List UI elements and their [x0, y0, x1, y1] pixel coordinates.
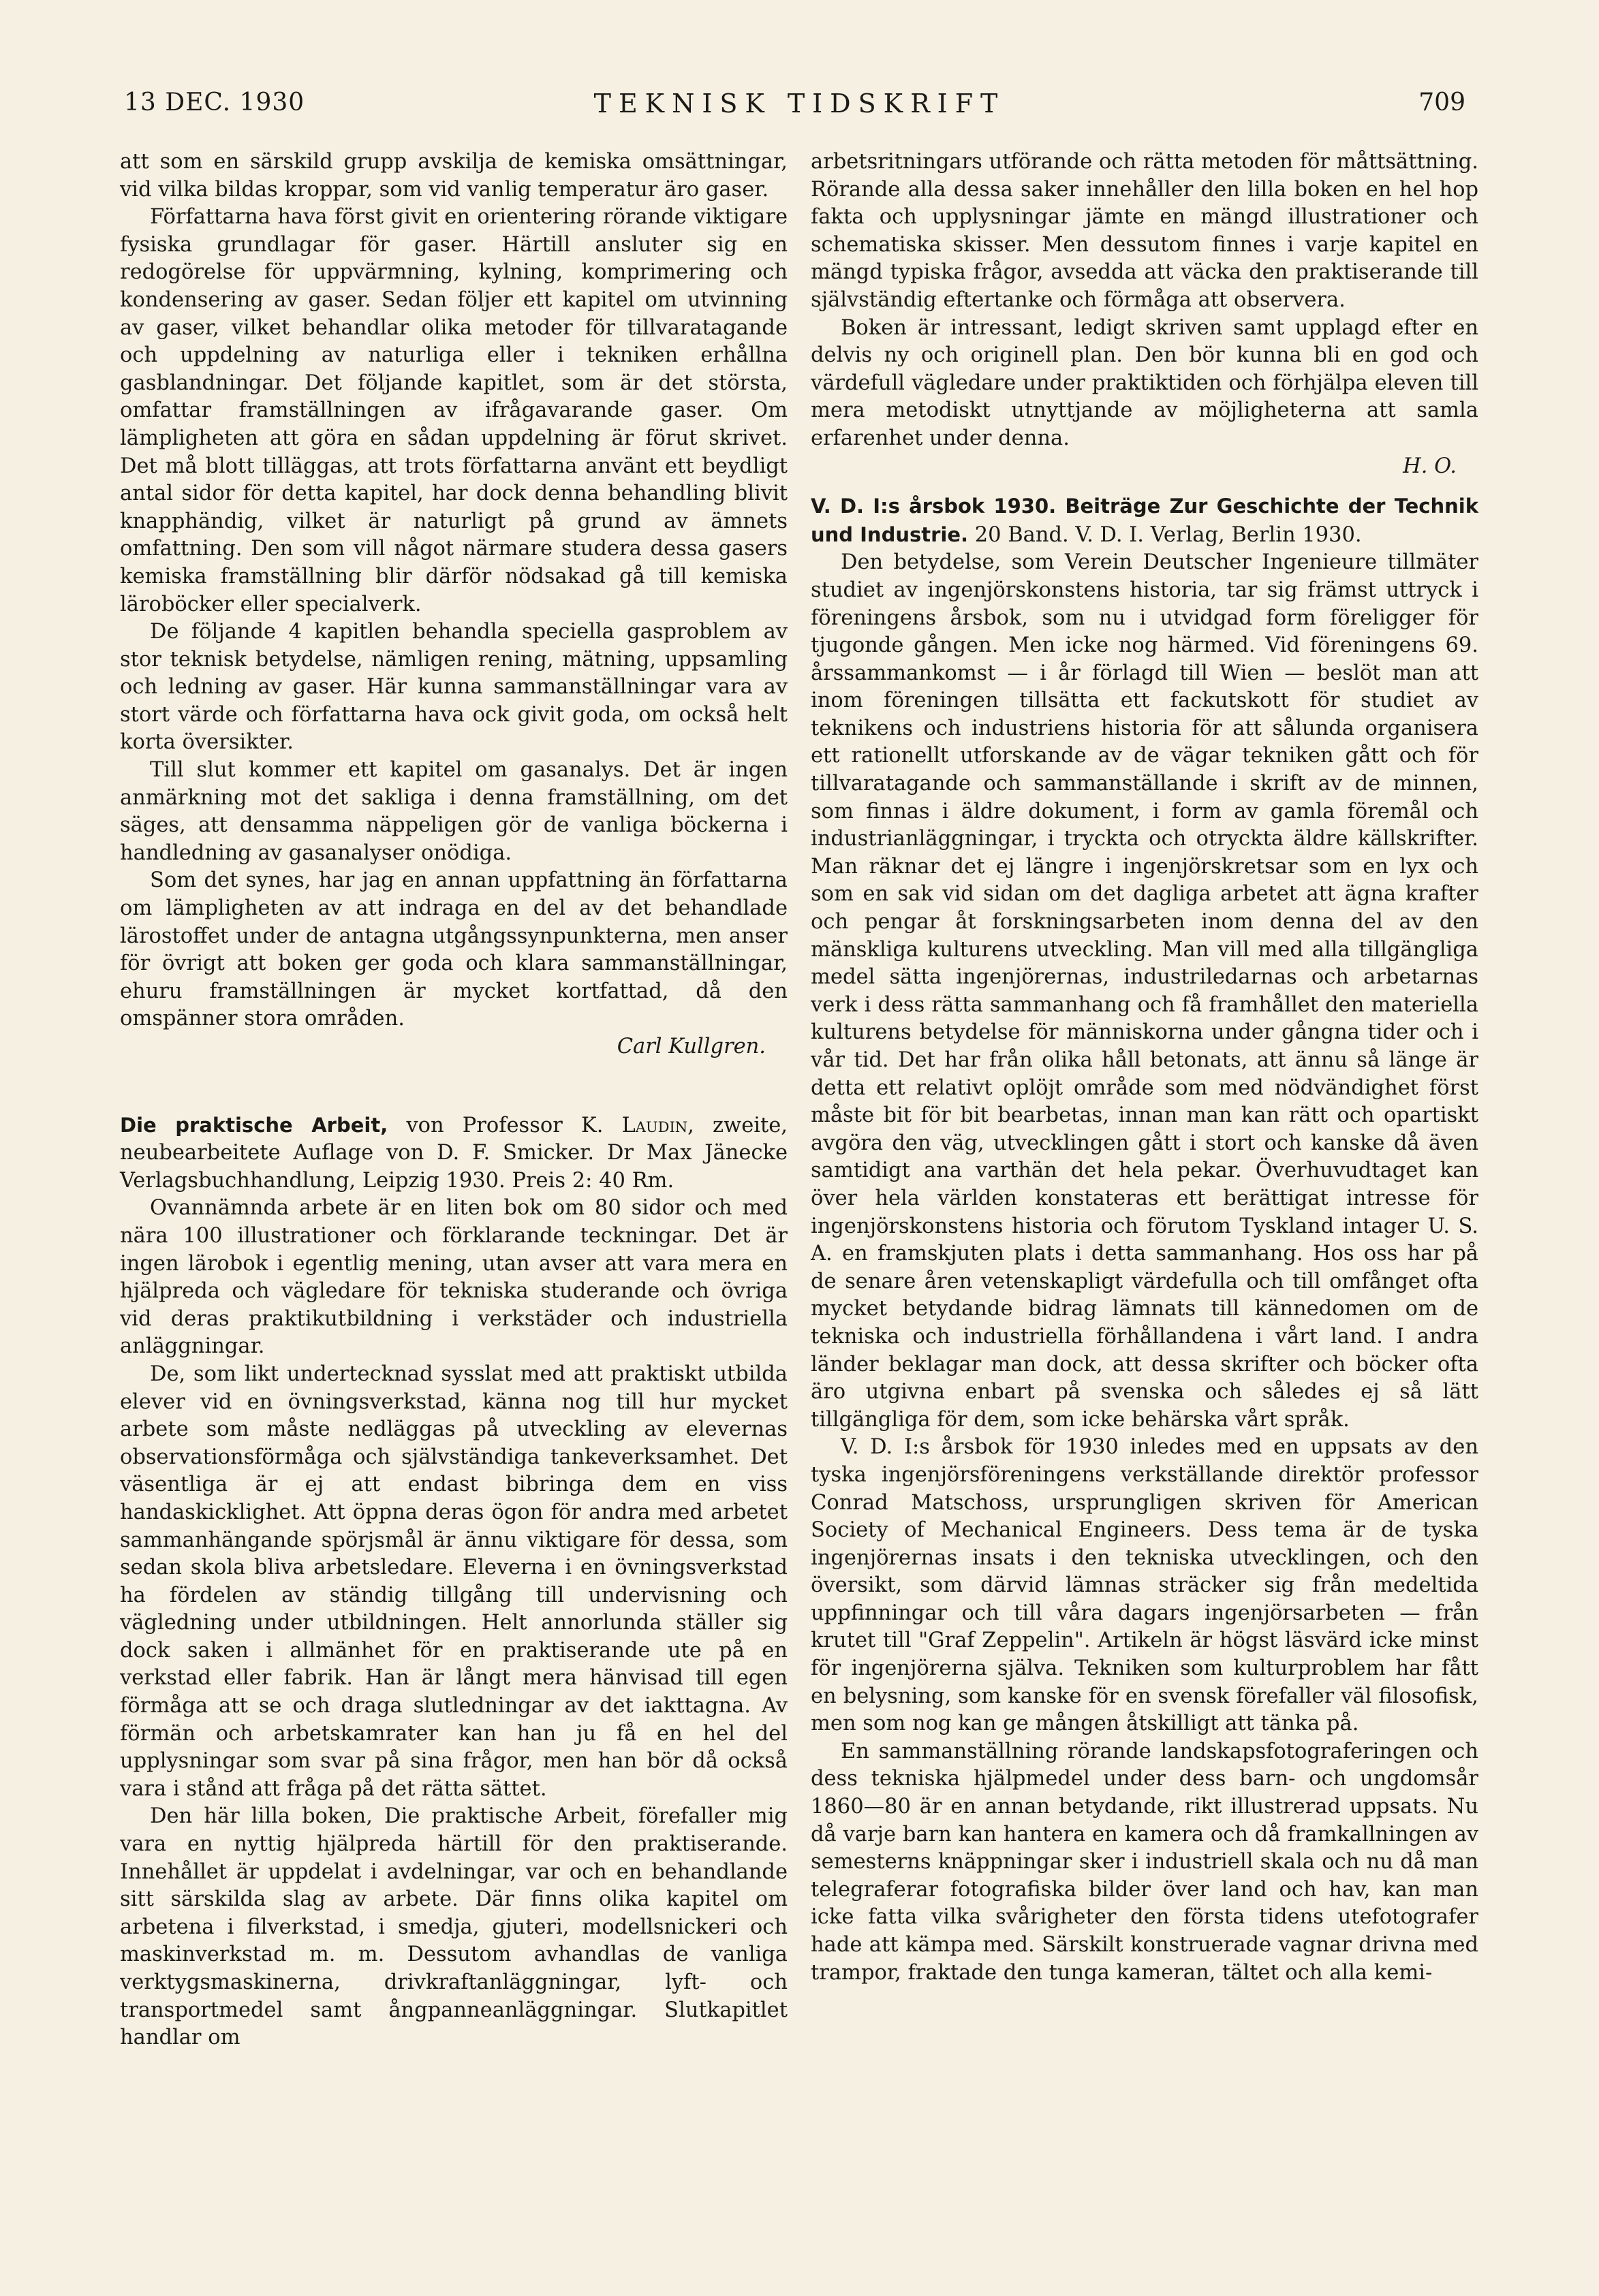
book-details: 20 Band. V. D. I. Verlag, Berlin 1930.: [974, 522, 1362, 547]
paragraph: En sammanställning rörande landskapsfotograferingen och dess tekniska hjälpmedel under dess barn- och ungdomsår 1860—80 är en annan betydande, rikt illustrerad uppsats. Nu då varje barn kan hantera en kamera och då framkallningen av semesterns knäppningar sker i industriell skala och nu då man telegraferar fotografiska bilder över land och hav, kan man icke fatta vilka svårigheter den första tidens utefotografer hade att kämpa med. Särskilt konstruerade vagnar drivna med trampor, fraktade den tunga kameran, tältet och alla kemi-: [811, 1739, 1478, 1985]
paragraph: Ovannämnda arbete är en liten bok om 80 sidor och med nära 100 illustrationer och förklarande teckningar. Det är ingen lärobok i egentlig mening, utan avser att vara mera en hjälpreda och vägledare för tekniska studerande och övriga vid deras praktikutbildning i verkstäder och industriella anläggningar.: [120, 1196, 788, 1359]
page-header: [0, 89, 1599, 129]
book-title: Die praktische Arbeit,: [120, 1113, 388, 1137]
paragraph: V. D. I:s årsbok för 1930 inledes med en uppsats av den tyska ingenjörsföreningens verkställande direktör professor Conrad Matschoss, ursprungligen skriven för American Society of Mechanical Engineers. Dess tema är de tyska ingenjörernas insats i den tekniska utvecklingen, och den översikt, som därvid lämnas sträcker sig från medeltida uppfinningar och till våra dagars ingenjörsarbeten — från krutet till "Graf Zeppelin". Artikeln är högst läsvärd icke minst för ingenjörerna själva. Tekniken som kulturproblem har fått en belysning, som kanske för en svensk förefaller väl filosofisk, men som nog kan ge mången åtskilligt att tänka på.: [811, 1435, 1478, 1736]
paragraph: Till slut kommer ett kapitel om gasanalys. Det är ingen anmärkning mot det sakliga i denna framställning, om det säges, att densamma näppeligen gör de vanliga böckerna i handledning av gasanalyser onödiga.: [120, 758, 788, 865]
book-details: zweite, neubearbeitete Auflage von D. F. Smicker. Dr Max Jänecke Verlagsbuchhandlung, Leipzig 1930. Preis 2: 40 Rm.: [120, 1113, 788, 1193]
review-by: von Professor K.: [406, 1113, 604, 1137]
review-heading: [120, 1112, 788, 1195]
right-column: [811, 148, 1478, 1987]
book-author: Laudin,: [621, 1113, 694, 1137]
left-column: [120, 148, 788, 2052]
paragraph: Boken är intressant, ledigt skriven samt upplagd efter en delvis ny och originell plan. Den bör kunna bli en god och värdefull vägledare under praktiktiden och förhjälpa eleven till mera metodiskt utnyttjande av möjligheterna att samla erfarenhet under denna.: [811, 315, 1478, 450]
review-heading: [811, 492, 1478, 549]
paragraph: Den här lilla boken, Die praktische Arbeit, förefaller mig vara en nyttig hjälpreda härtill för den praktiserande. Innehållet är uppdelat i avdelningar, var och en behandlande sitt särskilda slag av arbete. Där finns olika kapitel om arbetena i filverkstad, i smedja, gjuteri, modellsnickeri och maskinverkstad m. m. Dessutom avhandlas de vanliga verktygsmaskinerna, drivkraftanläggningar, lyft- och transportmedel samt ångpanneanläggningar. Slutkapitlet handlar om: [120, 1804, 788, 2050]
paragraph: att som en särskild grupp avskilja de kemiska omsättningar, vid vilka bildas kroppar, som vid vanlig temperatur äro gaser.: [120, 150, 788, 202]
reviewer-signature: H. O.: [1403, 454, 1457, 478]
paragraph: De, som likt undertecknad sysslat med att praktiskt utbilda elever vid en övningsverkstad, känna nog till hur mycket arbete som måste nedläggas på utveckling av elevernas observationsförmåga och självständiga tankeverksamhet. Det väsentliga är ej att endast bibringa dem en viss handaskicklighet. Att öppna deras ögon för andra med arbetet sammanhängande spörjsmål är ännu viktigare för dessa, som sedan skola bliva arbetsledare. Eleverna i en övningsverkstad ha fördelen av ständig tillgång till undervisning och vägledning under utbildningen. Helt annorlunda ställer sig dock saken i allmänhet för en praktiserande ute på en verkstad eller fabrik. Han är långt mera hänvisad till egen förmåga att se och draga slutledningar av det iakttagna. Av förmän och arbetskamrater kan han ju få en hel del upplysningar som svar på sina frågor, men han bör då också vara i stånd att fråga på det rätta sättet.: [120, 1362, 788, 1801]
reviewer-signature: Carl Kullgren.: [617, 1035, 766, 1058]
paragraph: De följande 4 kapitlen behandla speciella gasproblem av stor teknisk betydelse, nämligen rening, mätning, uppsamling och ledning av gaser. Här kunna sammanställningar vara av stort värde och författarna hava ock givit goda, om också helt korta översikter.: [120, 620, 788, 755]
paragraph: Som det synes, har jag en annan uppfattning än författarna om lämpligheten av att indraga en del av det behandlade lärostoffet under de antagna utgångssynpunkterna, men anser för övrigt att boken ger goda och klara sammanställningar, ehuru framställningen är mycket kortfattad, då den omspänner stora områden.: [120, 868, 788, 1031]
paragraph: arbetsritningars utförande och rätta metoden för måttsättning. Rörande alla dessa saker innehåller den lilla boken en hel hop fakta och upplysningar jämte en mängd illustrationer och schematiska skisser. Men dessutom finnes i varje kapitel en mängd typiska frågor, avsedda att väcka den praktiserande till självständig eftertanke och förmåga att observera.: [811, 150, 1478, 312]
book-title: V. D. I:s årsbok 1930. Beiträge Zur Geschichte der Technik und Industrie.: [811, 494, 1478, 546]
paragraph: Den betydelse, som Verein Deutscher Ingenieure tillmäter studiet av ingenjörskonstens historia, tar sig främst uttryck i föreningens årsbok, som nu i utvidgad form föreligger för tjugonde gången. Men icke nog härmed. Vid föreningens 69. årssammankomst — i år förlagd till Wien — beslöt man att inom föreningen tillsätta ett fackutskott för studiet av teknikens och industriens historia för att sålunda organisera ett rationellt utforskande av de vägar tekniken gått och för tillvaratagande och sammanställande i skrift av de minnen, som finnas i äldre dokument, i form av gamla föremål och industrianläggningar, i tryckta och otryckta äldre källskrifter. Man räknar det ej längre i ingenjörskretsar som en lyx och som en sak vid sidan om det dagliga arbetet att ägna krafter och pengar åt forskningsarbeten inom denna del av den mänskliga kulturens utveckling. Man vill med alla tillgängliga medel sätta ingenjörernas, industriledarnas och arbetarnas verk i dess rätta sammanhang och få framhållet den materiella kulturens betydelse för människorna under gångna tider och i vår tid. Det har från olika håll betonats, att ännu så länge är detta ett relativt oplöjt område som med nödvändighet först måste bit för bit bearbetas, innan man kan rätt och opartiskt avgöra den väg, utvecklingen gått i stort och kanske då även samtidigt ana varthän det hela pekar. Överhuvudtaget kan över hela världen konstateras ett berättigat intresse för ingenjörskonstens historia och förutom Tyskland intager U. S. A. en framskjuten plats i detta sammanhang. Hos oss har på de senare åren vetenskapligt värdefulla och till omfånget ofta mycket betydande bidrag lämnats till kännedomen om de tekniska och industriella förhållandena i vårt land. I andra länder beklagar man dock, att dessa skrifter och böcker ofta äro utgivna enbart på svenska och således ej så lätt tillgängliga för dem, som icke behärska vårt språk.: [811, 550, 1478, 1432]
journal-title: TEKNISK TIDSKRIFT: [593, 89, 1006, 119]
page-number: 709: [1418, 89, 1465, 116]
issue-date: 13 DEC. 1930: [124, 89, 305, 116]
paragraph: Författarna hava först givit en orientering rörande viktigare fysiska grundlagar för gaser. Härtill ansluter sig en redogörelse för uppvärmning, kylning, komprimering och kondensering av gaser. Sedan följer ett kapitel om utvinning av gaser, vilket behandlar olika metoder för tillvaratagande och uppdelning av naturliga eller i tekniken erhållna gasblandningar. Det följande kapitlet, som är det största, omfattar framställningen av ifrågavarande gaser. Om lämpligheten att göra en sådan uppdelning är förut skrivet. Det må blott tilläggas, att trots författarna använt ett beydligt antal sidor för detta kapitel, har dock denna behandling blivit knapphändig, vilket är naturligt på grund av ämnets omfattning. Den som vill något närmare studera dessa gasers kemiska framställning blir därför nödsakad gå till kemiska läroböcker eller specialverk.: [120, 205, 788, 616]
